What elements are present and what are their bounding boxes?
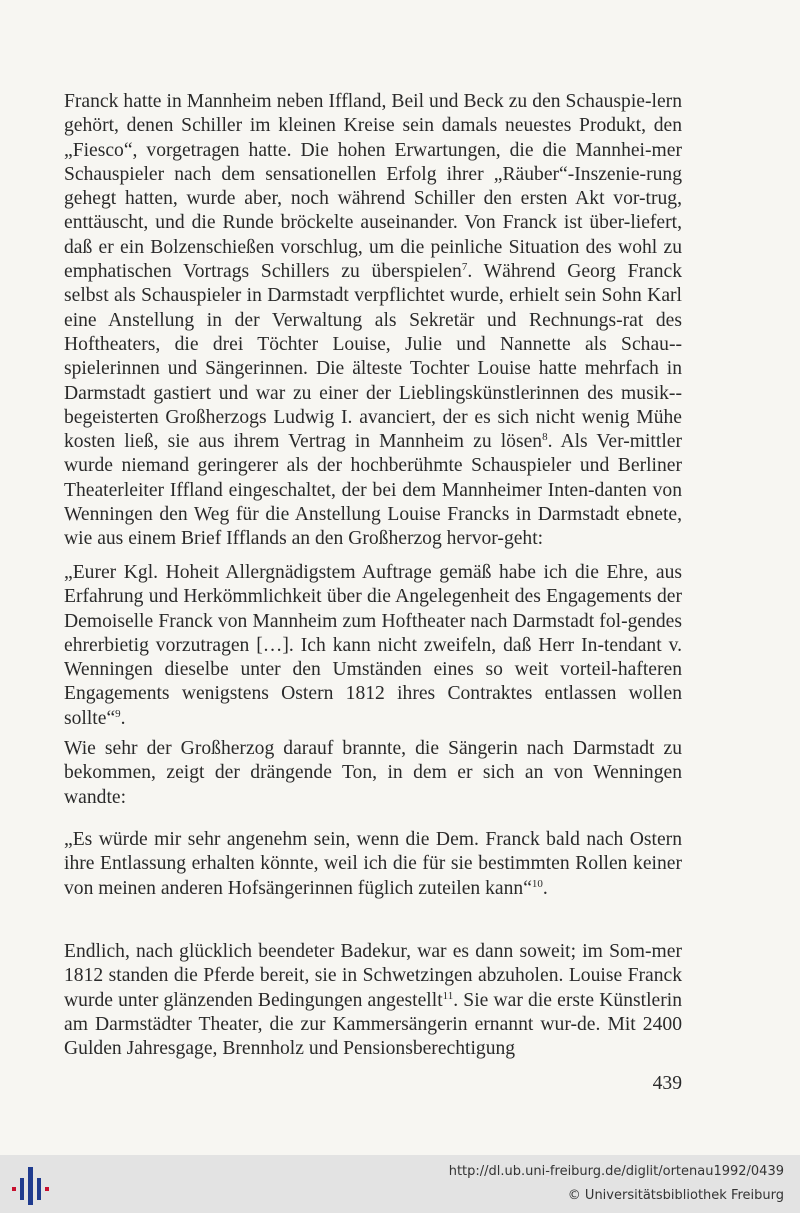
paragraph-text: . [120, 707, 126, 729]
paragraph-text: . Während Georg Franck selbst als Schauspieler in Darmstadt verpflichtet wurde, erhielt sein Sohn Karl eine Anstellung in der Verwaltung als Sekretär und Rechnungs-rat des Hoftheaters, die drei Töchter Louise, Julie und Nannette als Schau-spielerinnen und Sängerinnen. Die älteste Tochter Louise hatte mehrfach in Darmstadt gastiert und war zu einer der Lieblingskünstlerinnen des musik-begeisterten Großherzogs Ludwig I. avanciert, der es sich nicht wenig Mühe kosten ließ, sie aus ihrem Vertrag in Mannheim zu lösen [64, 261, 682, 453]
copyright-notice: © Universitätsbibliothek Freiburg [567, 1188, 784, 1203]
footnote-marker: 7 [461, 261, 468, 274]
page-number: 439 [652, 1073, 682, 1094]
paragraph-text: Wie sehr der Großherzog darauf brannte, die Sängerin nach Darmstadt zu bekommen, zeigt der drängende Ton, in dem er sich an von Wenningen wandte: [64, 738, 682, 808]
paragraph-text: Endlich, nach glücklich beendeter Badekur, war es dann soweit; im Som-mer 1812 standen die Pferde bereit, sie in Schwetzingen abzuholen. Louise Franck wurde unter glänzenden Bedingungen angestellt [64, 941, 682, 1011]
paragraph-text: „Es würde mir sehr angenehm sein, wenn die Dem. Franck bald nach Ostern ihre Entlassung erhalten könnte, weil ich die für sie bestimmten Rollen keiner von meinen anderen Hofsängerinnen füglich zuteilen kann“ [64, 829, 682, 899]
permalink-url[interactable]: http://dl.ub.uni-freiburg.de/diglit/ortenau1992/0439 [448, 1164, 784, 1179]
body-paragraph-2 [64, 737, 682, 810]
library-footer [0, 1155, 800, 1213]
paragraph-text: . [542, 877, 548, 899]
paragraph-text: „Eurer Kgl. Hoheit Allergnädigstem Auftrage gemäß habe ich die Ehre, aus Erfahrung und Herkömmlichkeit über die Angelegenheit des Engagements der Demoiselle Franck von Mannheim zum Hoftheater nach Darmstadt fol-gendes ehrerbietig vorzutragen […]. Ich kann nicht zweifeln, daß Herr In-tendant v. Wenningen dieselbe unter den Umständen eines so weit vorteil-hafteren Engagements wenigstens Ostern 1812 ihres Contraktes entlassen wollen sollte“ [64, 562, 682, 729]
footnote-marker: 11 [442, 989, 454, 1002]
footnote-marker: 10 [531, 877, 543, 890]
ub-freiburg-logo-icon [8, 1163, 52, 1207]
paragraph-text: Franck hatte in Mannheim neben Iffland, Beil und Beck zu den Schauspie-lern gehört, denen Schiller im kleinen Kreise sein damals neuestes Produkt, den „Fiesco“, vorgetragen hatte. Die hohen Erwartungen, die die Mannhei-mer Schauspieler nach dem sensationellen Erfolg ihrer „Räuber“-Inszenie-rung gehegt hatten, wurde aber, noch während Schiller den ersten Akt vor-trug, enttäuscht, und die Runde bröckelte auseinander. Von Franck ist über-liefert, daß er ein Bolzenschießen vorschlug, um die peinliche Situation des wohl zu emphatischen Vortrags Schillers zu überspielen [64, 91, 682, 283]
footnote-marker: 9 [115, 707, 121, 720]
body-paragraph-1 [64, 90, 682, 552]
footnote-marker: 8 [542, 431, 548, 444]
quotation-grossherzog [64, 828, 682, 901]
quotation-iffland [64, 561, 682, 731]
paragraph-text: . Sie war die erste Künstlerin am Darmstädter Theater, die zur Kammersängerin ernannt wur-de. Mit 2400 Gulden Jahresgage, Brennholz und Pensionsberechtigung [64, 989, 682, 1060]
paragraph-text: . Als Ver-mittler wurde niemand geringerer als der hochberühmte Schauspieler und Berliner Theaterleiter Iffland eingeschaltet, der bei dem Mannheimer Inten-danten von Wenningen den Weg für die Anstellung Louise Francks in Darmstadt ebnete, wie aus einem Brief Ifflands an den Großherzog hervor-geht: [64, 431, 682, 550]
body-paragraph-3 [64, 940, 682, 1061]
